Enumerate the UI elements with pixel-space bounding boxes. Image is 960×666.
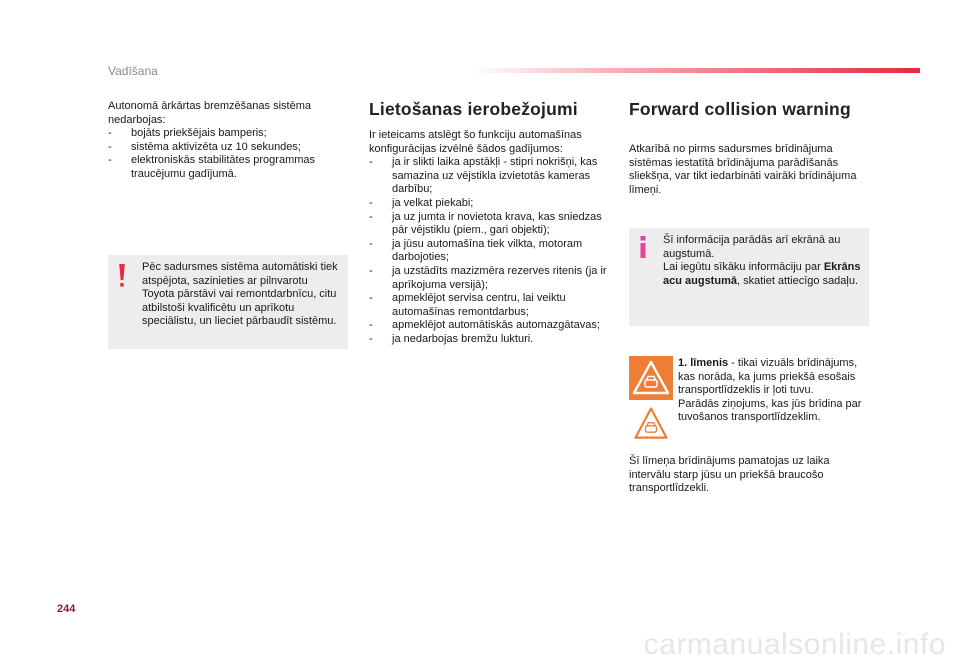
left-list (108, 127, 344, 181)
header-accent-bar (470, 68, 920, 73)
warning-box (108, 255, 348, 349)
info-line-2 (663, 261, 863, 288)
warning-exclamation-icon (117, 263, 127, 289)
info-line-1: Šī informācija parādās arī ekrānā au augstumā. (663, 234, 841, 260)
list-item: - bojāts priekšējais bamperis; (108, 127, 344, 141)
page-number: 244 (57, 603, 76, 615)
fcw-heading: Forward collision warning (629, 99, 851, 119)
info-line-2-prefix: Lai iegūtu sīkāku informāciju par (663, 261, 821, 274)
list-item: - apmeklējot servisa centru, lai veiktu automašīnas remontdarbus; (369, 292, 609, 319)
limitations-list (369, 156, 609, 346)
level-1-message: Parādās ziņojums, kas jūs brīdina par tuvošanos transportlīdzeklim. (678, 397, 862, 424)
list-item: - ja ir slikti laika apstākļi - stipri nokrišņi, kas samazina uz vējstikla izvietotās kameras darbību; (369, 156, 609, 197)
middle-intro: Ir ieteicams atslēgt šo funkciju automašīnas konfigurācijas izvēlnē šādos gadījumos: (369, 129, 582, 155)
info-link-label: Ekrāns acu augstumā (663, 261, 861, 287)
limitations-heading: Lietošanas ierobežojumi (369, 99, 578, 119)
list-item: - sistēma aktivizēta uz 10 sekundes; (108, 141, 344, 155)
section-title: Vadīšana (108, 64, 158, 78)
level-1-text-1: - tikai vizuāls brīdinājums, kas norāda, ka jums priekšā esošais transportlīdzeklis ir ļoti tuvu. (678, 357, 858, 397)
level-1-description (678, 357, 870, 398)
info-box (629, 228, 869, 326)
info-text (663, 234, 863, 288)
left-intro: Autonomā ārkārtas bremzēšanas sistēma nedarbojas: (108, 100, 311, 126)
list-item: - ja nedarbojas bremžu lukturi. (369, 333, 609, 347)
collision-warning-filled-icon (629, 356, 673, 400)
level-1-label: 1. līmenis (678, 357, 729, 369)
list-item: - apmeklējot automātiskās automazgātavas; (369, 319, 609, 333)
fcw-outro: Šī līmeņa brīdinājums pamatojas uz laika intervālu starp jūsu un priekšā braucošo transportlīdzekli. (629, 455, 830, 495)
left-column (108, 100, 344, 182)
warning-text: Pēc sadursmes sistēma automātiski tiek atspējota, sazinieties ar pilnvarotu Toyota pārstāvi vai remontdarbnīcu, citu atbilstoši kvalificētu un aprīkotu speciālistu, un lieciet pārbaudīt sistēmu. (142, 261, 338, 328)
info-icon (638, 234, 648, 260)
list-item: - ja uz jumta ir novietota krava, kas sniedzas pār vējstiklu (piem., gari objekti); (369, 211, 609, 238)
watermark: carmanualsonline.info (643, 628, 946, 661)
list-item: - ja jūsu automašīna tiek vilkta, motoram darbojoties; (369, 238, 609, 265)
info-line-2-suffix: , skatiet attiecīgo sadaļu. (736, 274, 859, 287)
level-1-text (678, 357, 870, 425)
list-item: - elektroniskās stabilitātes programmas traucējumu gadījumā. (108, 154, 344, 181)
fcw-intro: Atkarībā no pirms sadursmes brīdinājuma sistēmas iestatītā brīdinājuma parādīšanās sliekšņa, var tikt iedarbināti vairāki brīdinājuma līmeņi. (629, 143, 857, 196)
list-item: - ja velkat piekabi; (369, 197, 609, 211)
list-item: - ja uzstādīts mazizmēra rezerves ritenis (ja ir aprīkojuma versijā); (369, 265, 609, 292)
collision-warning-outline-icon (629, 404, 673, 444)
middle-column (369, 129, 609, 347)
